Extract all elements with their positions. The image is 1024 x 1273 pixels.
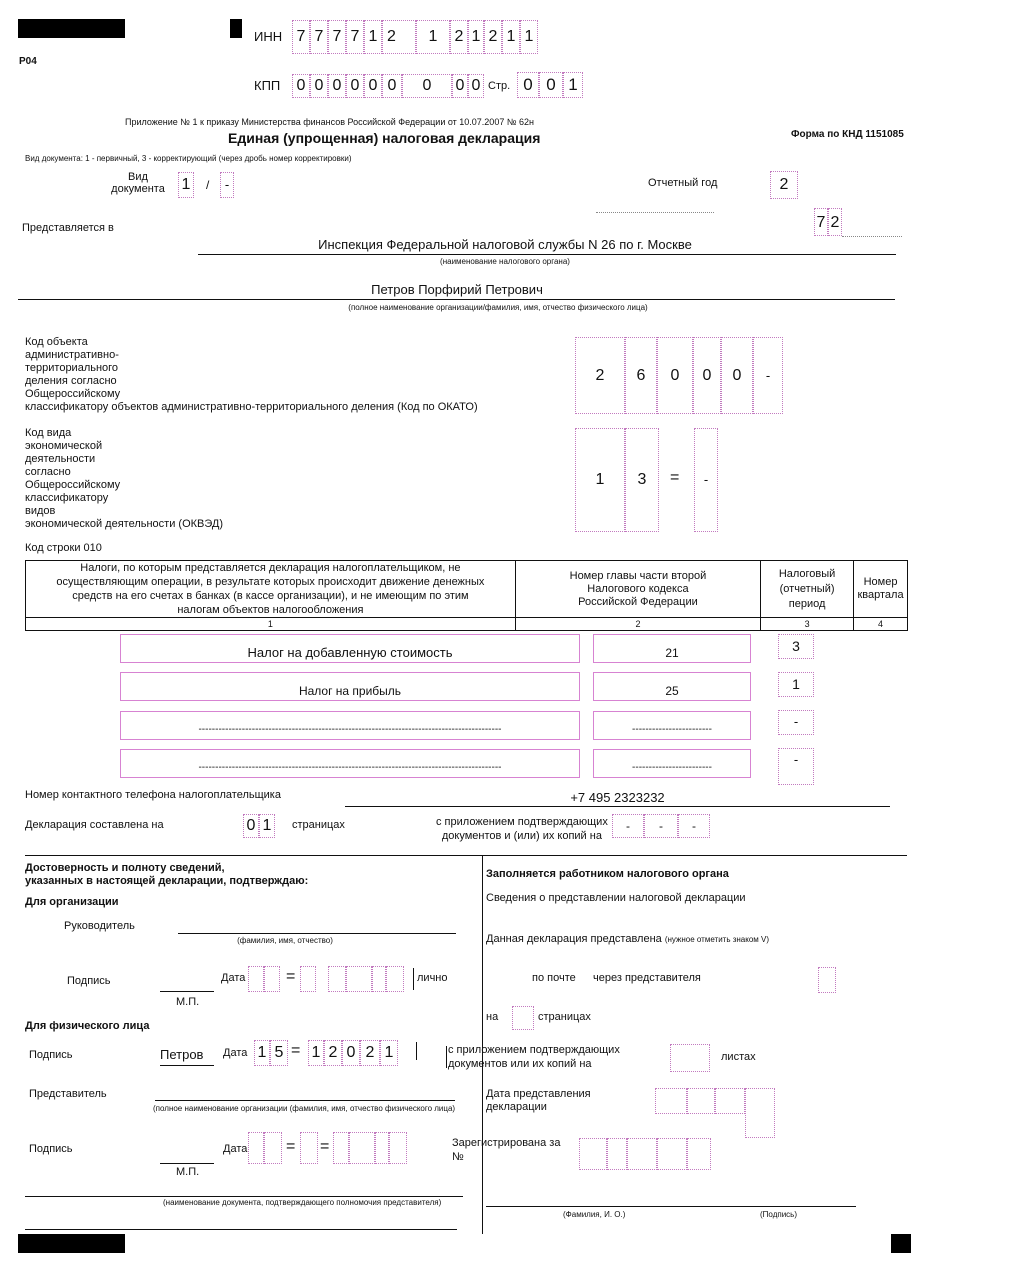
person-date-bar — [416, 1042, 417, 1060]
row-code: Код строки 010 — [25, 542, 102, 554]
inn-digit: 7 — [292, 20, 310, 54]
office-presented: Данная декларация представлена (нужное отметить знаком V) — [486, 933, 770, 945]
tax-period: 1 — [778, 672, 814, 697]
attach-digit: - — [644, 814, 678, 838]
tax-name: ------------------------------------------------------------------------------------------- — [120, 749, 580, 778]
okved-digit: = — [670, 469, 680, 486]
person-date-digit: 1 — [308, 1040, 324, 1066]
doc-type-note: Вид документа: 1 - первичный, 3 - корректирующий (через дробь номер корректировки) — [25, 154, 352, 163]
office-reg-cell — [627, 1138, 657, 1170]
person-date-digit: 2 — [360, 1040, 380, 1066]
head-fio-line — [178, 933, 456, 934]
page-code: Р04 — [19, 56, 37, 67]
org-date-cell — [264, 966, 280, 992]
page-digit: 0 — [539, 72, 563, 98]
report-year-value: 2 — [770, 171, 798, 199]
taxes-table-header — [25, 560, 908, 631]
kpp-digit: 0 — [452, 74, 468, 98]
tax-chapter: 25 — [593, 672, 751, 701]
office-title: Заполняется работником налогового органа — [486, 868, 729, 880]
section-divider — [25, 855, 907, 856]
office-mark-cell — [818, 967, 836, 993]
barcode-mark-bottom-right — [891, 1234, 911, 1253]
office-reg-cell — [687, 1138, 711, 1170]
person-date-digit: 5 — [270, 1040, 288, 1066]
table-header-chapter: Номер главы части второй Налогового кодекса Российской Федерации — [515, 561, 760, 618]
taxpayer-name: Петров Порфирий Петрович — [371, 282, 543, 297]
pages-count-digit: 0 — [243, 814, 259, 838]
head-fio-caption: (фамилия, имя, отчество) — [237, 936, 333, 945]
taxpayer-caption: (полное наименование организации/фамилия, имя, отчество физического лица) — [348, 303, 648, 312]
rep-date-cell — [300, 1132, 318, 1164]
pages-count-suffix: страницах — [292, 819, 345, 831]
office-date-cell — [715, 1088, 745, 1114]
office-reg-cell — [657, 1138, 687, 1170]
org-date-cell — [346, 966, 372, 992]
rep-mp: М.П. — [176, 1166, 200, 1178]
attach-bar — [446, 1046, 447, 1068]
rep-date-cell — [333, 1132, 349, 1164]
okato-digit: 0 — [721, 337, 753, 414]
confirm-title: Достоверность и полноту сведений, указанных в настоящей декларации, подтверждаю: — [25, 862, 309, 887]
person-title: Для физического лица — [25, 1020, 150, 1032]
inn-digit: 1 — [502, 20, 520, 54]
form-code: Форма по КНД 1151085 — [791, 129, 904, 140]
tax-chapter: ------------------------ — [593, 711, 751, 740]
person-date-label: Дата — [223, 1047, 248, 1059]
office-registered: Зарегистрирована за № — [452, 1137, 561, 1163]
attach-label: с приложением подтверждающих документов и (или) их копий на — [436, 816, 608, 842]
inn-digit: 7 — [346, 20, 364, 54]
org-date-cell — [300, 966, 316, 992]
org-date-cell — [372, 966, 386, 992]
kpp-digit: 0 — [364, 74, 382, 98]
person-sign-line — [160, 1065, 214, 1066]
phone-label: Номер контактного телефона налогоплательщика — [25, 789, 281, 801]
okato-label: Код объекта административно- территориального деления согласно Общероссийскому классификатору объектов административно-территориального деления (Код по ОКАТО) — [25, 336, 478, 413]
doc-caption: (наименование документа, подтверждающего полномочия представителя) — [163, 1198, 442, 1207]
office-reg-cell — [607, 1138, 627, 1170]
inn-digit: 7 — [310, 20, 328, 54]
table-header-quarter: Номер квартала — [854, 561, 908, 618]
person-sign-label: Подпись — [29, 1049, 73, 1061]
inn-digit: 2 — [450, 20, 468, 54]
rep-date-cell — [248, 1132, 264, 1164]
head-label: Руководитель — [64, 920, 135, 932]
okved-digit: - — [694, 428, 718, 532]
rep-line — [155, 1100, 455, 1101]
office-pages-cell — [512, 1006, 534, 1030]
okato-digit: 0 — [657, 337, 693, 414]
okato-digit: 6 — [625, 337, 657, 414]
office-date-label: Дата представления декларации — [486, 1088, 591, 1113]
tax-chapter: ------------------------ — [593, 749, 751, 778]
office-sheets-cell — [670, 1044, 710, 1072]
office-reg-cell — [579, 1138, 607, 1170]
tax-period: - — [778, 710, 814, 735]
page-number-label: Стр. — [488, 80, 511, 92]
org-sign-line — [160, 991, 214, 992]
doc-line — [25, 1196, 463, 1197]
office-sheets: листах — [721, 1051, 756, 1063]
org-date-separator: = — [286, 968, 296, 985]
office-info: Сведения о представлении налоговой декларации — [486, 892, 746, 904]
office-date-cell — [687, 1088, 715, 1114]
inn-label: ИНН — [254, 29, 283, 44]
tax-chapter: 21 — [593, 634, 751, 663]
order-note: Приложение № 1 к приказу Министерства финансов Российской Федерации от 10.07.2007 № 62н — [125, 117, 534, 127]
tax-period: - — [778, 748, 814, 785]
doc-type-correction: - — [220, 172, 234, 198]
attach-digit: - — [612, 814, 644, 838]
okato-digit: - — [753, 337, 783, 414]
table-col-number: 3 — [761, 618, 854, 631]
org-mp: М.П. — [176, 996, 200, 1008]
kpp-label: КПП — [254, 78, 281, 93]
office-on: на — [486, 1011, 499, 1023]
office-via-rep: через представителя — [593, 972, 701, 984]
rep-caption: (полное наименование организации (фамилия, имя, отчество физического лица) — [153, 1104, 456, 1113]
org-date-cell — [248, 966, 264, 992]
tax-office-label: Представляется в — [22, 222, 114, 234]
rep-label: Представитель — [29, 1088, 107, 1100]
rep-date-cell — [264, 1132, 282, 1164]
doc-type-value: 1 — [178, 172, 194, 198]
page-digit: 0 — [517, 72, 539, 98]
kpp-digit: 0 — [328, 74, 346, 98]
office-sign-caption: (Подпись) — [760, 1210, 797, 1219]
kpp-digit: 0 — [310, 74, 328, 98]
tax-name: Налог на добавленную стоимость — [120, 634, 580, 663]
rep-date-separator: = — [320, 1138, 330, 1155]
pages-count-label: Декларация составлена на — [25, 819, 164, 831]
inn-digit: 1 — [416, 20, 450, 54]
person-date-digit: 0 — [342, 1040, 360, 1066]
inn-digit: 1 — [364, 20, 382, 54]
tax-office-code: 7 — [814, 208, 828, 236]
inn-digit: 2 — [382, 20, 416, 54]
office-by-mail: по почте — [532, 972, 576, 984]
rep-sign-label: Подпись — [29, 1143, 73, 1155]
rep-date-cell — [389, 1132, 407, 1164]
org-date-label: Дата — [221, 972, 246, 984]
rep-date-separator: = — [286, 1138, 296, 1155]
office-personally: лично — [417, 972, 448, 984]
pages-count-digit: 1 — [259, 814, 275, 838]
office-fio-caption: (Фамилия, И. О.) — [563, 1210, 626, 1219]
okved-digit: 3 — [625, 428, 659, 532]
report-year-label: Отчетный год — [648, 177, 718, 189]
inn-digit: 1 — [520, 20, 538, 54]
kpp-digit: 0 — [468, 74, 484, 98]
okato-digit: 0 — [693, 337, 721, 414]
inn-digit: 1 — [468, 20, 484, 54]
rep-sign-line — [160, 1163, 214, 1164]
kpp-digit: 0 — [382, 74, 402, 98]
personally-bar — [413, 968, 414, 990]
okved-digit: 1 — [575, 428, 625, 532]
tax-period: 3 — [778, 634, 814, 659]
org-date-cell — [328, 966, 346, 992]
person-date-digit: 1 — [254, 1040, 270, 1066]
office-date-cell — [745, 1088, 775, 1138]
table-col-number: 4 — [854, 618, 908, 631]
bottom-left-line — [25, 1229, 457, 1230]
rep-date-label: Дата — [223, 1143, 248, 1155]
tax-name: ------------------------------------------------------------------------------------------- — [120, 711, 580, 740]
table-header-period: Налоговый (отчетный) период — [761, 561, 854, 618]
kpp-digit: 0 — [292, 74, 310, 98]
okato-digit: 2 — [575, 337, 625, 414]
office-pages: страницах — [538, 1011, 591, 1023]
tax-name: Налог на прибыль — [120, 672, 580, 701]
rep-date-cell — [375, 1132, 389, 1164]
office-sign-line — [486, 1206, 856, 1207]
person-date-digit: 1 — [380, 1040, 398, 1066]
org-date-cell — [386, 966, 404, 992]
tax-office-caption: (наименование налогового органа) — [440, 257, 570, 266]
person-sign-value: Петров — [160, 1047, 204, 1062]
tax-office-line — [198, 254, 896, 255]
page-digit: 1 — [563, 72, 583, 98]
barcode-mark-top-center — [230, 19, 242, 38]
barcode-mark-top-left — [18, 19, 125, 38]
phone-value: +7 495 2323232 — [570, 790, 665, 805]
inn-digit: 2 — [484, 20, 502, 54]
tax-office-name: Инспекция Федеральной налоговой службы N 26 по г. Москве — [318, 237, 692, 252]
report-year-line — [596, 212, 714, 213]
office-attach: с приложением подтверждающих документов или их копий на — [448, 1044, 620, 1070]
table-col-number: 2 — [515, 618, 760, 631]
person-date-digit: 2 — [324, 1040, 342, 1066]
attach-digit: - — [678, 814, 710, 838]
doc-type-label: Вид документа — [111, 171, 165, 195]
form-title: Единая (упрощенная) налоговая декларация — [228, 130, 541, 146]
org-sign-label: Подпись — [67, 975, 111, 987]
kpp-digit: 0 — [346, 74, 364, 98]
office-date-cell — [655, 1088, 687, 1114]
inn-digit: 7 — [328, 20, 346, 54]
tax-office-code-line — [842, 236, 902, 237]
table-col-number: 1 — [26, 618, 516, 631]
tax-office-code: 2 — [828, 208, 842, 236]
taxpayer-line — [18, 299, 895, 300]
doc-type-slash: / — [206, 178, 210, 192]
table-header-taxes: Налоги, по которым представляется декларация налогоплательщиком, не осуществляющим операции, в результате которых происходит движение денежных средств на его счетах в банках (в кассе организации), и не имеющим по этим налогам объектов налогообложения — [26, 561, 516, 618]
okved-label: Код вида экономической деятельности согласно Общероссийскому классификатору видов экономической деятельности (ОКВЭД) — [25, 427, 224, 530]
kpp-digit: 0 — [402, 74, 452, 98]
person-date-digit: = — [291, 1042, 301, 1059]
org-title: Для организации — [25, 896, 119, 908]
phone-line — [345, 806, 890, 807]
rep-date-cell — [349, 1132, 375, 1164]
barcode-mark-bottom-left — [18, 1234, 125, 1253]
